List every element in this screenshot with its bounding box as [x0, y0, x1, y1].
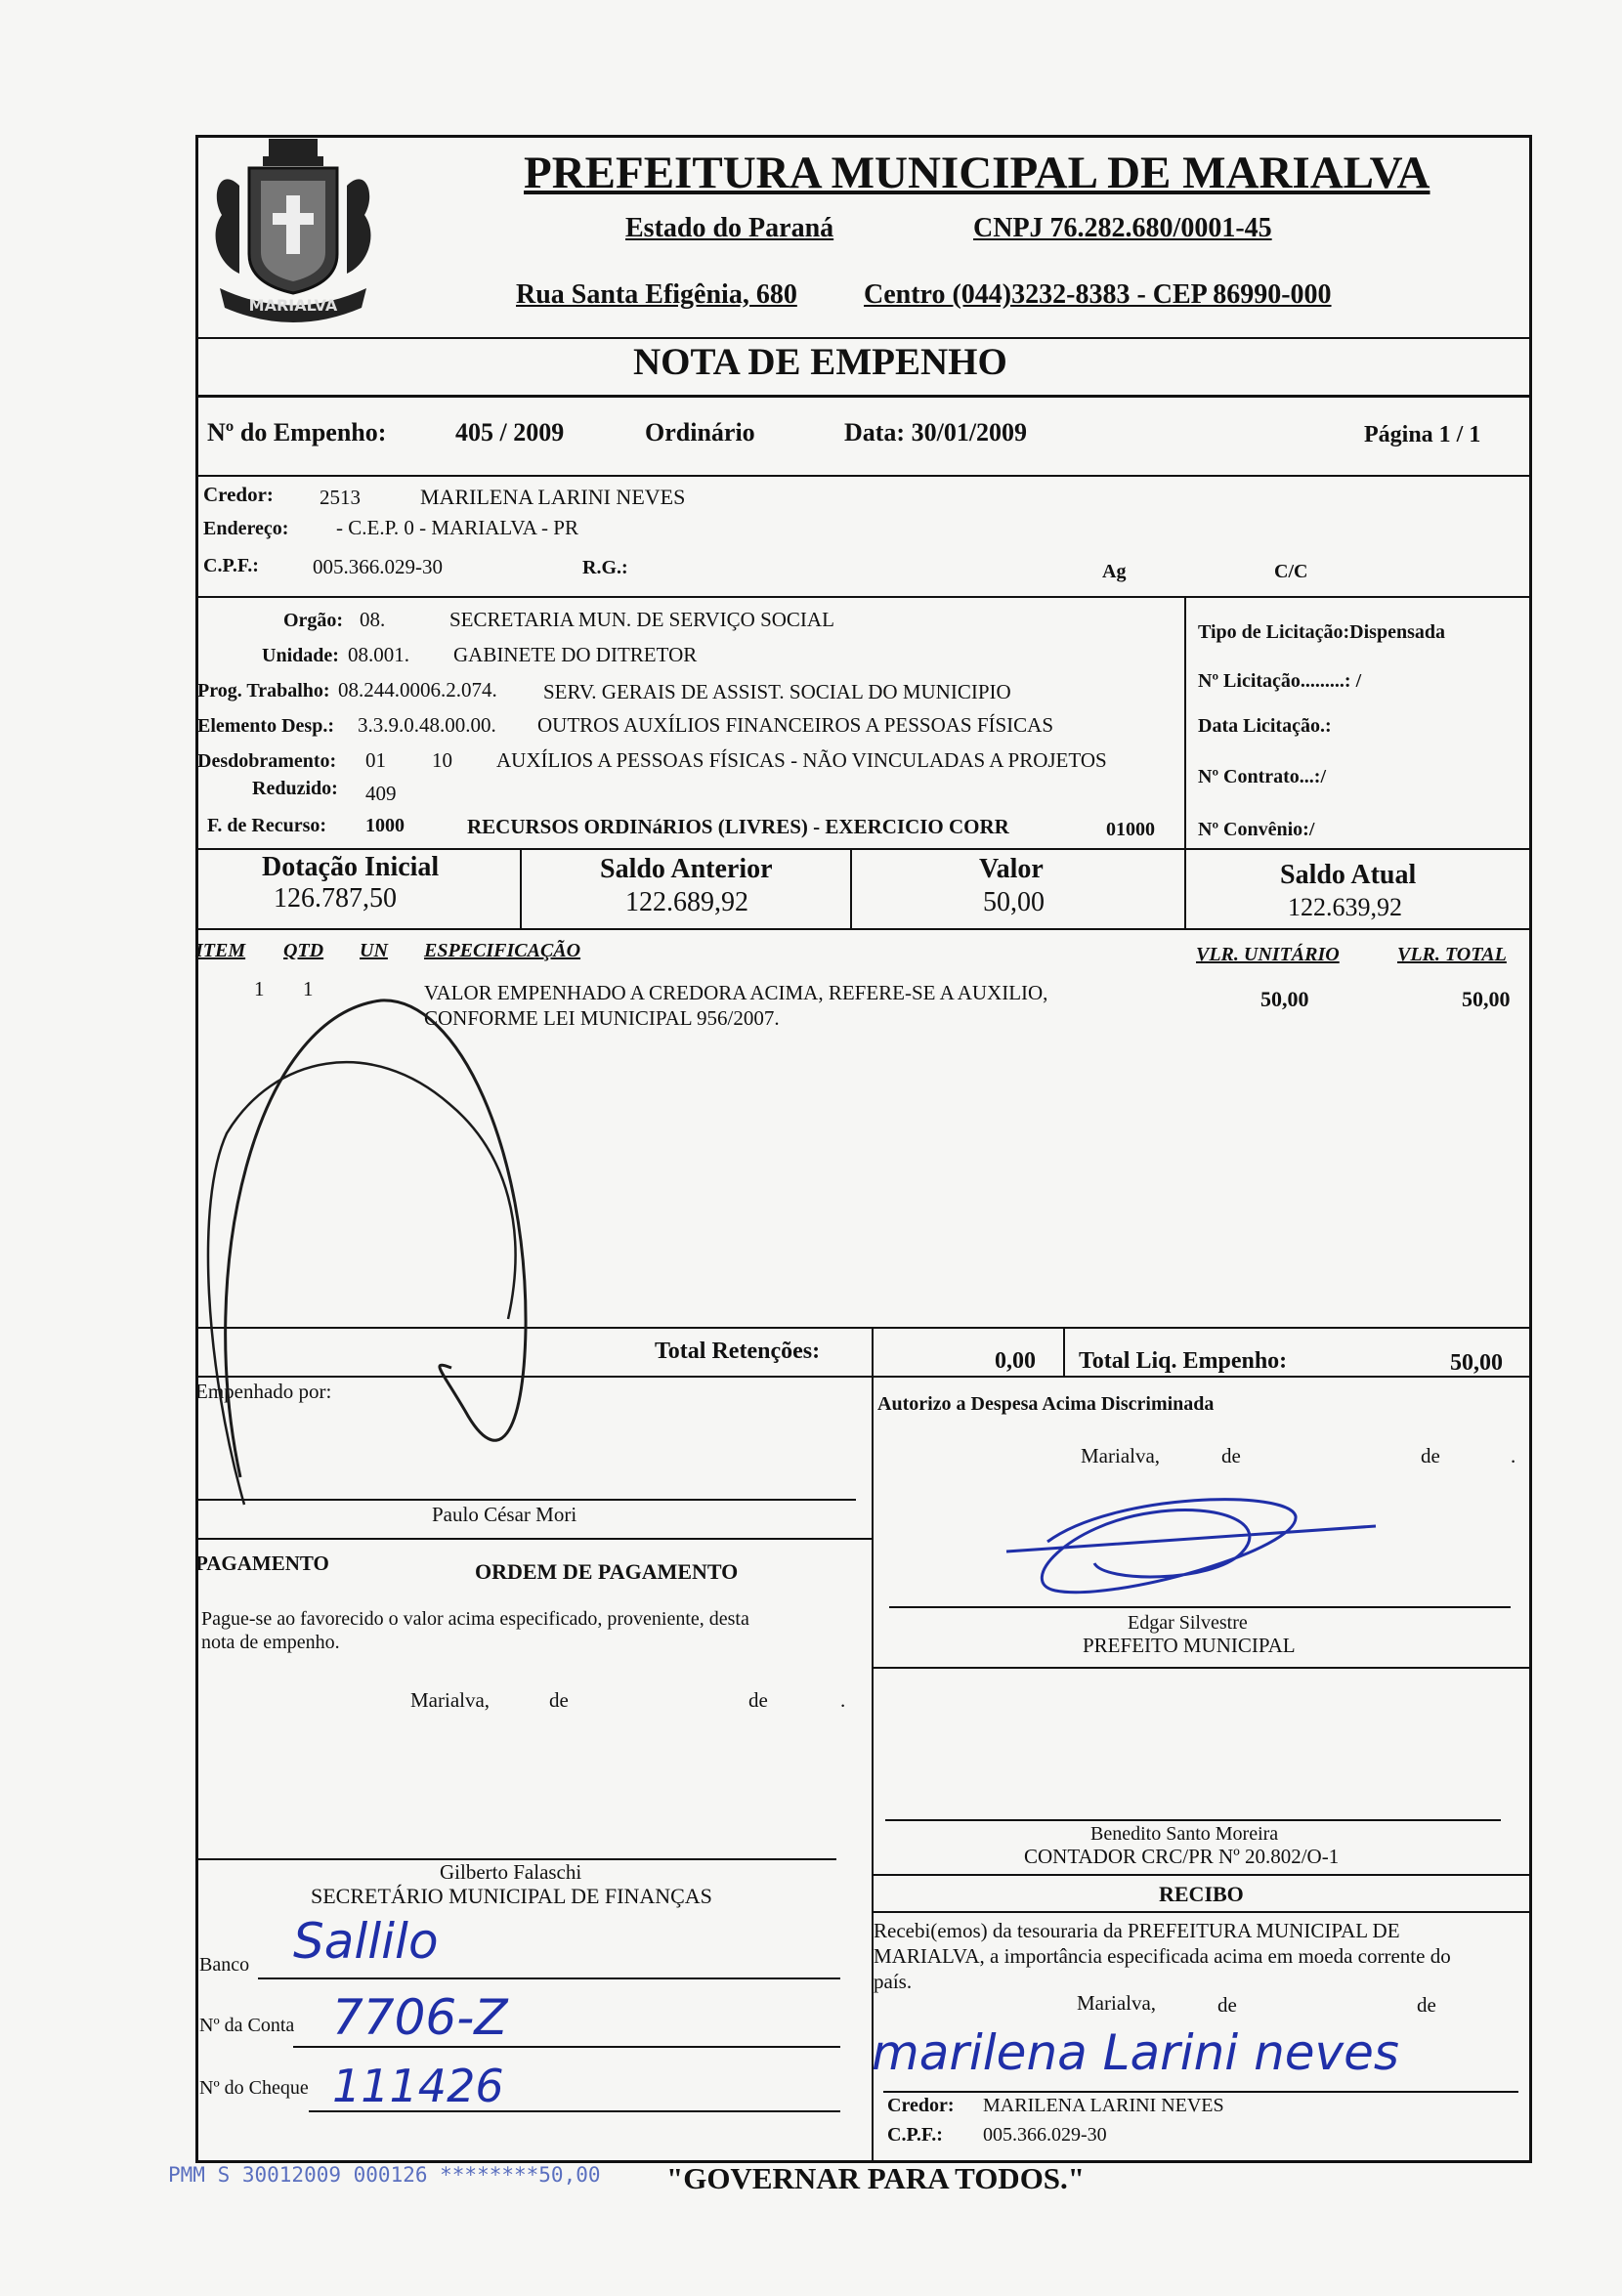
elemento-description: OUTROS AUXÍLIOS FINANCEIROS A PESSOAS FÍSICAS [537, 713, 1054, 737]
payment-stamp: PMM S 30012009 000126 ********50,00 [168, 2163, 601, 2187]
empenho-type: Ordinário [645, 418, 755, 446]
pagamento-label: PAGAMENTO [195, 1552, 329, 1575]
valor-value: 50,00 [983, 887, 1045, 917]
dotacao-label: Dotação Inicial [262, 852, 440, 882]
pagamento-period: . [840, 1688, 846, 1712]
mayor-title: PREFEITO MUNICIPAL [1083, 1634, 1296, 1657]
saldo-atual-value: 122.639,92 [1288, 893, 1402, 921]
total-value-column-header: VLR. TOTAL [1397, 944, 1507, 965]
creditor-address: - C.E.P. 0 - MARIALVA - PR [336, 516, 578, 539]
bank-label: Banco [199, 1954, 250, 1976]
reduzido-label: Reduzido: [252, 778, 338, 799]
elemento-label: Elemento Desp.: [197, 715, 334, 737]
desdobramento-label: Desdobramento: [197, 750, 337, 772]
retencoes-value: 0,00 [995, 1348, 1036, 1374]
pagamento-text-line1: Pague-se ao favorecido o valor acima especificado, proveniente, desta [201, 1608, 749, 1630]
receipt-text-line2: MARIALVA, a importância especificada acima em moeda corrente do [874, 1944, 1451, 1968]
orgao-label: Orgão: [283, 610, 344, 631]
receipt-cpf-label: C.P.F.: [887, 2124, 943, 2146]
agency-label: Ag [1102, 561, 1127, 582]
receipt-text-line1: Recebi(emos) da tesouraria da PREFEITURA MUNICIPAL DE [874, 1919, 1400, 1942]
licitacao-type: Tipo de Licitação:Dispensada [1198, 621, 1445, 643]
district-phone-cep: Centro (044)3232-8383 - CEP 86990-000 [864, 279, 1332, 310]
qtd-column-header: QTD [283, 940, 324, 961]
unidade-label: Unidade: [262, 645, 339, 666]
pagamento-de-1: de [549, 1688, 569, 1712]
cancellation-loop-mark [226, 1000, 526, 1477]
licitacao-date: Data Licitação.: [1198, 715, 1332, 737]
desdobramento-code: 01 [365, 748, 386, 772]
item-quantity: 1 [303, 977, 314, 1000]
pagamento-place: Marialva, [410, 1688, 491, 1712]
orgao-code: 08. [360, 608, 386, 631]
recurso-label: F. de Recurso: [207, 815, 327, 836]
item-total-value: 50,00 [1462, 987, 1511, 1011]
elemento-code: 3.3.9.0.48.00.00. [358, 713, 496, 737]
street-address: Rua Santa Efigênia, 680 [516, 279, 797, 310]
slogan: "GOVERNAR PARA TODOS." [666, 2161, 1086, 2195]
cpf-label: C.P.F.: [203, 555, 259, 576]
empenho-number-label: Nº do Empenho: [207, 418, 387, 446]
dotacao-value: 126.787,50 [274, 883, 397, 914]
receipt-de-1: de [1217, 1993, 1237, 2017]
item-description-line1: VALOR EMPENHADO A CREDORA ACIMA, REFERE-SE A AUXILIO, [424, 981, 1048, 1004]
mayor-signature [1006, 1500, 1376, 1593]
desdobramento-subcode: 10 [432, 748, 452, 772]
empenho-date: Data: 30/01/2009 [844, 418, 1028, 446]
recurso-description: RECURSOS ORDINáRIOS (LIVRES) - EXERCICIO CORR [467, 815, 1009, 838]
convenio-number: Nº Convênio:/ [1198, 819, 1315, 840]
programa-description: SERV. GERAIS DE ASSIST. SOCIAL DO MUNICIPIO [543, 680, 1011, 703]
account-number-label: Nº da Conta [199, 2015, 295, 2036]
receipt-place: Marialva, [1077, 1991, 1157, 2015]
creditor-signature: marilena Larini neves [872, 2024, 1399, 2081]
address-label: Endereço: [203, 518, 289, 539]
accountant-title: CONTADOR CRC/PR Nº 20.802/O-1 [1024, 1845, 1340, 1868]
autorizo-de-2: de [1421, 1444, 1440, 1467]
state-name: Estado do Paraná [625, 213, 834, 243]
mayor-name: Edgar Silvestre [1128, 1612, 1248, 1634]
un-column-header: UN [360, 940, 388, 961]
document-title: NOTA DE EMPENHO [633, 341, 1007, 383]
receipt-creditor-label: Credor: [887, 2095, 955, 2116]
orgao-description: SECRETARIA MUN. DE SERVIÇO SOCIAL [449, 608, 834, 631]
especificacao-column-header: ESPECIFICAÇÃO [424, 940, 581, 961]
municipality-title: PREFEITURA MUNICIPAL DE MARIALVA [524, 148, 1430, 198]
recurso-code-2: 01000 [1106, 819, 1155, 840]
item-number: 1 [254, 977, 265, 1000]
receipt-text-line3: país. [874, 1970, 913, 1993]
ordem-pagamento-label: ORDEM DE PAGAMENTO [475, 1559, 739, 1584]
reduzido-value: 409 [365, 782, 397, 805]
autorizo-de-1: de [1221, 1444, 1241, 1467]
autorizo-label: Autorizo a Despesa Acima Discriminada [877, 1393, 1215, 1415]
pagamento-text-line2: nota de empenho. [201, 1632, 340, 1653]
programa-label: Prog. Trabalho: [197, 680, 330, 702]
empenhado-por-name: Paulo César Mori [432, 1503, 577, 1526]
rg-label: R.G.: [582, 557, 628, 578]
account-label: C/C [1274, 561, 1308, 582]
licitacao-number: Nº Licitação.........: / [1198, 670, 1362, 692]
recurso-code: 1000 [365, 815, 405, 836]
receipt-label: RECIBO [1159, 1882, 1244, 1906]
desdobramento-description: AUXÍLIOS A PESSOAS FÍSICAS - NÃO VINCULADAS A PROJETOS [496, 748, 1107, 772]
bank-handwritten: Sallilo [293, 1913, 439, 1970]
cancellation-loop-mark [208, 1062, 516, 1505]
item-column-header: ITEM [195, 940, 246, 961]
cheque-label: Nº do Cheque [199, 2077, 309, 2099]
liquido-value: 50,00 [1450, 1350, 1503, 1376]
unit-value-column-header: VLR. UNITÁRIO [1196, 944, 1340, 965]
creditor-code: 2513 [320, 486, 361, 509]
saldo-anterior-value: 122.689,92 [625, 887, 748, 917]
pagamento-de-2: de [748, 1688, 768, 1712]
liquido-label: Total Liq. Empenho: [1079, 1348, 1288, 1374]
valor-label: Valor [979, 854, 1044, 884]
saldo-atual-label: Saldo Atual [1280, 860, 1417, 890]
unidade-description: GABINETE DO DITRETOR [453, 643, 698, 666]
page-number: Página 1 / 1 [1364, 422, 1481, 447]
contract-number: Nº Contrato...:/ [1198, 766, 1327, 787]
creditor-label: Credor: [203, 483, 274, 506]
empenhado-por-label: Empenhado por: [195, 1380, 332, 1403]
receipt-creditor-name: MARILENA LARINI NEVES [983, 2095, 1224, 2116]
cnpj: CNPJ 76.282.680/0001-45 [973, 213, 1272, 243]
empenho-number: 405 / 2009 [455, 418, 565, 446]
account-handwritten: 7706-Z [332, 1989, 508, 2046]
cheque-handwritten: 111426 [332, 2060, 504, 2112]
autorizo-period: . [1511, 1444, 1516, 1467]
unidade-code: 08.001. [348, 643, 409, 666]
secretary-name: Gilberto Falaschi [440, 1860, 582, 1884]
autorizo-place: Marialva, [1081, 1444, 1161, 1467]
secretary-title: SECRETÁRIO MUNICIPAL DE FINANÇAS [311, 1884, 712, 1908]
receipt-de-2: de [1417, 1993, 1436, 2017]
item-unit-value: 50,00 [1260, 987, 1309, 1011]
accountant-name: Benedito Santo Moreira [1090, 1823, 1279, 1845]
svg-text:MARIALVA: MARIALVA [248, 296, 338, 315]
creditor-name: MARILENA LARINI NEVES [420, 485, 686, 509]
creditor-cpf: 005.366.029-30 [313, 555, 443, 578]
programa-code: 08.244.0006.2.074. [338, 678, 497, 702]
item-description-line2: CONFORME LEI MUNICIPAL 956/2007. [424, 1006, 780, 1030]
receipt-cpf: 005.366.029-30 [983, 2124, 1107, 2146]
retencoes-label: Total Retenções: [655, 1339, 821, 1364]
saldo-anterior-label: Saldo Anterior [600, 854, 773, 884]
